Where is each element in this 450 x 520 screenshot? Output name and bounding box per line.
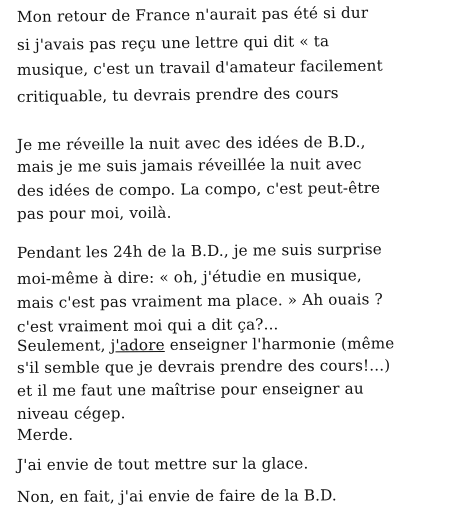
letter-line: mais c'est pas vraiment ma place. » Ah ouais ?	[16, 290, 383, 312]
letter-line: Mon retour de France n'aurait pas été si dur	[16, 3, 369, 26]
letter-line	[17, 334, 395, 355]
line-text: enseigner l'harmonie (même	[164, 334, 395, 354]
letter-line: c'est vraiment moi qui a dit ça?...	[16, 315, 279, 336]
letter-line: Merde.	[16, 425, 74, 444]
letter-line: musique, c'est un travail d'amateur facilement	[16, 56, 383, 79]
letter-line: pas pour moi, voilà.	[16, 203, 172, 223]
letter-line: J'ai envie de tout mettre sur la glace.	[16, 454, 309, 474]
letter-line: et il me faut une maîtrise pour enseigner au	[16, 379, 364, 400]
letter-line: Pendant les 24h de la B.D., je me suis surprise	[16, 240, 382, 262]
underlined-word: j'adore	[110, 335, 165, 355]
letter-line: niveau cégep.	[16, 404, 126, 423]
letter-line: critiquable, tu devrais prendre des cours	[16, 84, 339, 106]
letter-line: des idées de compo. La compo, c'est peut-être	[16, 178, 381, 200]
letter-line: mais je me suis jamais réveillée la nuit avec	[16, 154, 362, 176]
letter-line: Non, en fait, j'ai envie de faire de la B.D.	[16, 486, 337, 506]
line-text: Seulement,	[16, 336, 111, 355]
letter-line: s'il semble que je devrais prendre des cours!...)	[16, 356, 391, 377]
letter-line: si j'avais pas reçu une lettre qui dit « ta	[16, 32, 330, 54]
letter-line: Je me réveille la nuit avec des idées de B.D.,	[16, 132, 366, 154]
letter-line: moi-même à dire: « oh, j'étudie en musique,	[16, 266, 362, 288]
